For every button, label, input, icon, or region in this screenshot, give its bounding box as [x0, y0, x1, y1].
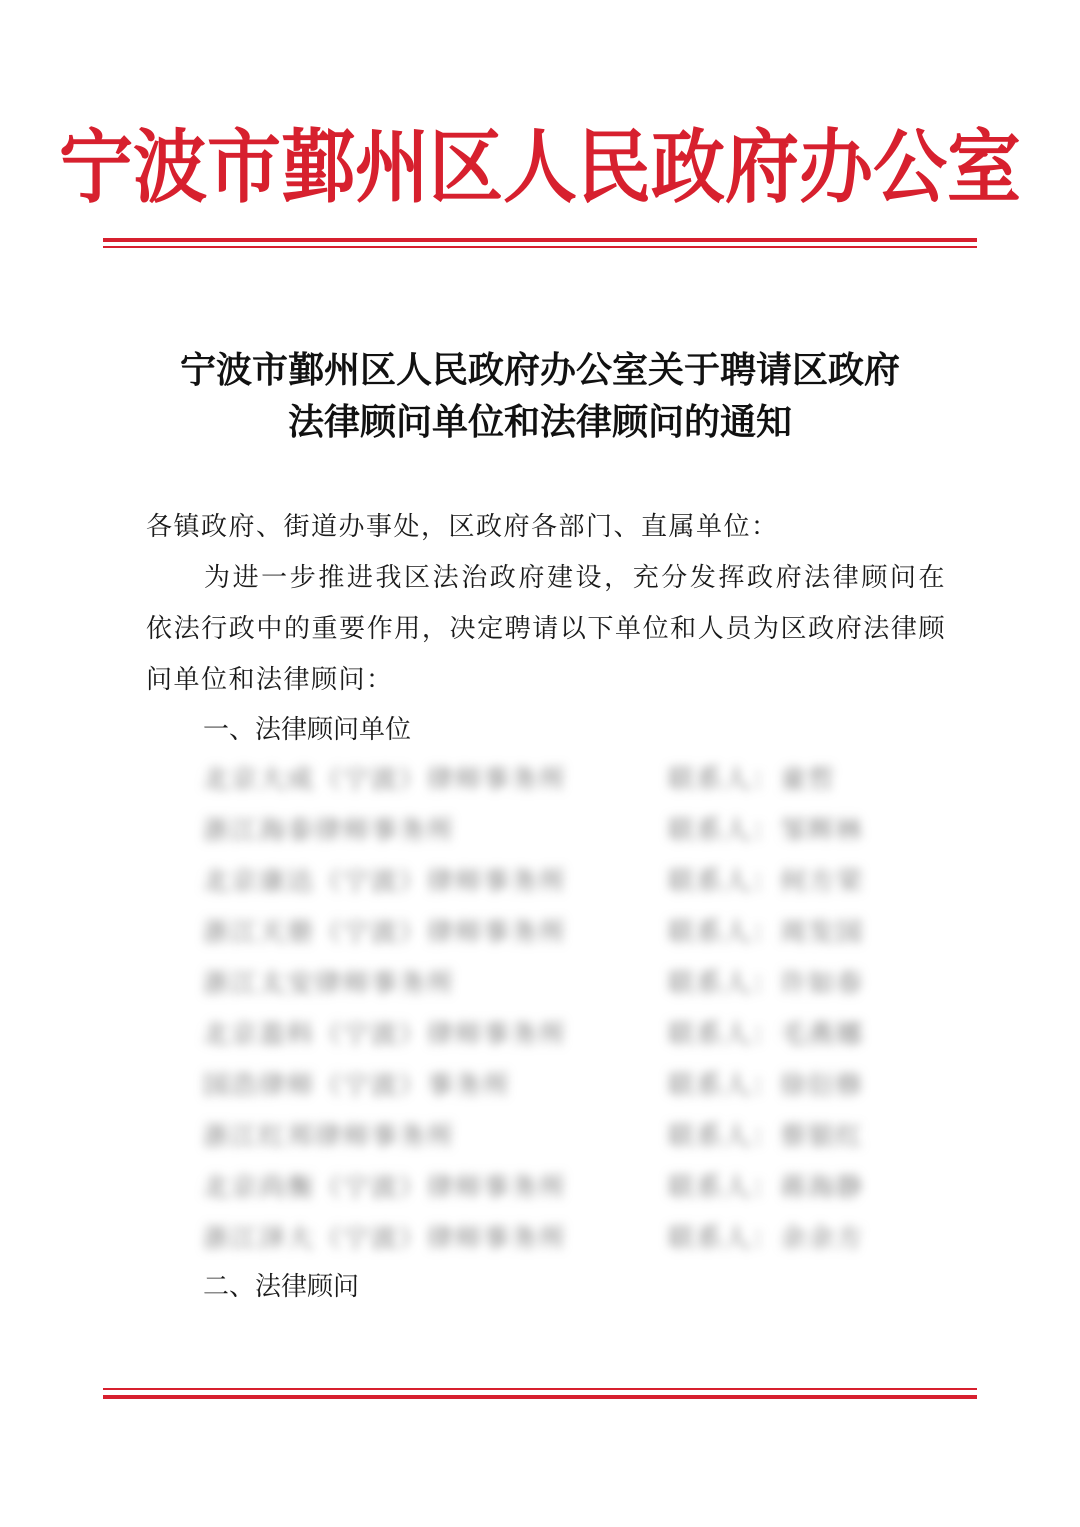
firm-contact: 联系人：何方荣	[668, 867, 865, 897]
list-item	[203, 1010, 883, 1061]
document-title-line-2: 法律顾问单位和法律顾问的通知	[287, 401, 792, 443]
firm-name: 浙江红邦律师事务所	[203, 1122, 456, 1152]
list-item	[203, 908, 883, 959]
law-firm-list	[203, 755, 883, 1265]
firm-name: 浙江天册（宁波）律师事务所	[203, 918, 568, 948]
section-heading-legal-advisors: 二、法律顾问	[203, 1272, 360, 1302]
firm-name: 国浩律师（宁波）事务所	[203, 1071, 512, 1101]
document-title-line-1: 宁波市鄞州区人民政府办公室关于聘请区政府	[179, 349, 900, 391]
list-item	[203, 1214, 883, 1265]
firm-name: 北京康达（宁波）律师事务所	[203, 867, 568, 897]
firm-contact: 联系人：蒋海静	[668, 1173, 865, 1203]
list-item	[203, 1163, 883, 1214]
firm-contact: 联系人：周发国	[668, 918, 865, 948]
firm-contact: 联系人：蔡银红	[668, 1122, 865, 1152]
top-red-rule-thick	[103, 238, 977, 242]
list-item	[203, 1112, 883, 1163]
firm-contact: 联系人：邹辉林	[668, 816, 865, 846]
list-item	[203, 959, 883, 1010]
bottom-red-rule-thin	[103, 1388, 977, 1390]
list-item	[203, 857, 883, 908]
firm-contact: 联系人：童哲	[668, 765, 837, 795]
firm-contact: 联系人：许如春	[668, 969, 865, 999]
section-heading-law-firms: 一、法律顾问单位	[203, 715, 412, 745]
intro-paragraph: 为进一步推进我区法治政府建设，充分发挥政府法律顾问在依法行政中的重要作用，决定聘请以下单位和人员为区政府法律顾问单位和法律顾问：	[146, 563, 946, 695]
firm-name: 浙江太安律师事务所	[203, 969, 456, 999]
firm-name: 浙江泽大（宁波）律师事务所	[203, 1224, 568, 1254]
firm-contact: 联系人：余余方	[668, 1224, 865, 1254]
list-item	[203, 755, 883, 806]
firm-name: 北京尚衡（宁波）律师事务所	[203, 1173, 568, 1203]
firm-contact: 联系人：徐衍修	[668, 1071, 865, 1101]
top-red-rule-thin	[103, 246, 977, 248]
firm-name: 北京大成（宁波）律师事务所	[203, 765, 568, 795]
masthead-title: 宁波市鄞州区人民政府办公室	[59, 121, 1021, 215]
list-item	[203, 806, 883, 857]
list-item	[203, 1061, 883, 1112]
firm-contact: 联系人：毛燕娜	[668, 1020, 865, 1050]
firm-name: 浙江海泰律师事务所	[203, 816, 456, 846]
salutation: 各镇政府、街道办事处，区政府各部门、直属单位：	[146, 512, 779, 542]
firm-name: 北京盈科（宁波）律师事务所	[203, 1020, 568, 1050]
bottom-red-rule-thick	[103, 1395, 977, 1399]
